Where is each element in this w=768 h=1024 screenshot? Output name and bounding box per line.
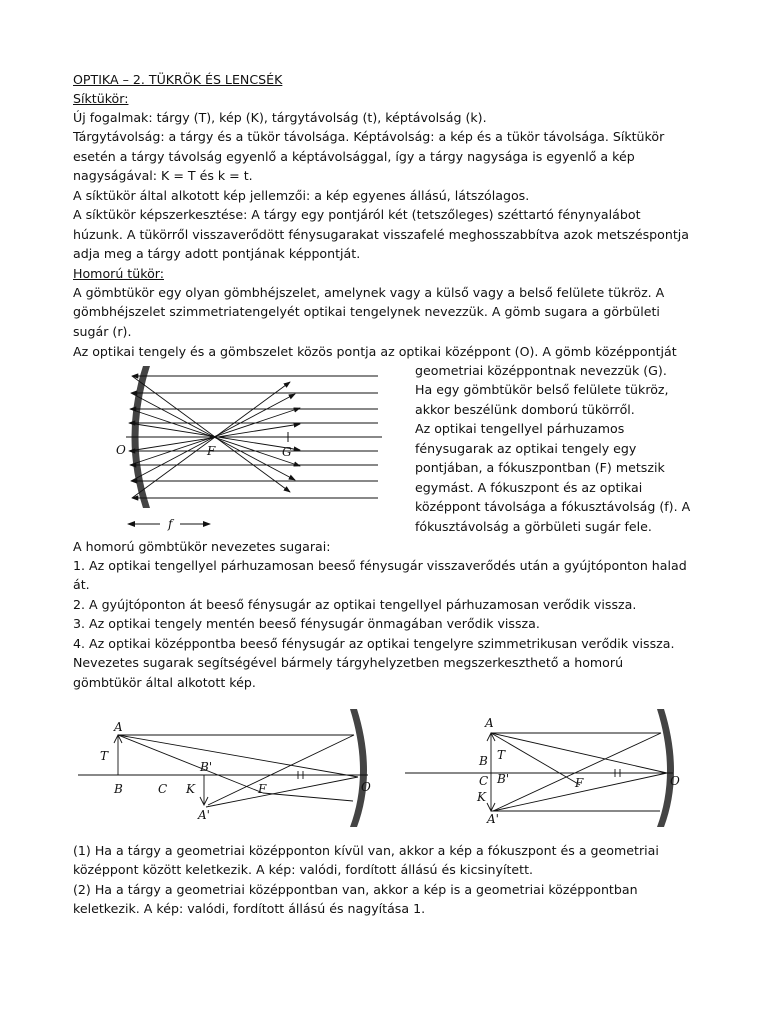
- paragraph-line: Tárgytávolság: a tárgy és a tükör távolsága. Képtávolság: a kép és a tükör távolsága. Síktükör: [73, 129, 665, 144]
- label-focal-length: f: [168, 517, 173, 531]
- paragraph-line: A gömbtükör egy olyan gömbhéjszelet, amelynek vagy a külső vagy a belső felülete tükröz. A: [73, 285, 665, 300]
- side-text-line: fénysugarak az optikai tengely egy: [415, 441, 637, 456]
- label-b-prime: B': [200, 760, 213, 774]
- side-text-line: középpont távolsága a fókusztávolság (f). A: [415, 499, 691, 514]
- ray-line: 4. Az optikai középpontba beeső fénysugár az optikai tengelyre szimmetrikusan verődik vissza.: [73, 636, 675, 651]
- page-title: OPTIKA – 2. TÜKRÖK ÉS LENCSÉK: [73, 72, 283, 87]
- label-a: A: [114, 720, 123, 734]
- side-text-line: geometriai középpontnak nevezzük (G).: [415, 363, 667, 378]
- label-c: C: [479, 774, 489, 788]
- label-b: B: [114, 782, 123, 796]
- label-b-prime: B': [497, 772, 510, 786]
- side-text-line: Az optikai tengellyel párhuzamos: [415, 421, 625, 436]
- ray-line: 1. Az optikai tengellyel párhuzamosan beeső fénysugár visszaverődés után a gyújtóponton halad: [73, 558, 687, 573]
- paragraph-line: esetén a tárgy távolság egyenlő a képtávolsággal, így a tárgy nagysága is egyenlő a kép: [73, 149, 635, 164]
- label-o: O: [361, 780, 371, 794]
- paragraph-line: sugár (r).: [73, 324, 132, 339]
- side-text-line: Ha egy gömbtükör belső felülete tükröz,: [415, 382, 669, 397]
- label-f-point: F: [207, 444, 216, 458]
- rays-intro: A homorú gömbtükör nevezetes sugarai:: [73, 539, 331, 554]
- focus-diagram: [110, 362, 390, 532]
- label-c: C: [158, 782, 168, 796]
- focus-point: [210, 435, 214, 439]
- ray-line: 3. Az optikai tengely mentén beeső fénysugár önmagában verődik vissza.: [73, 616, 540, 631]
- label-a: A: [485, 716, 494, 730]
- flat-mirror-heading: Síktükör:: [73, 91, 129, 106]
- paragraph-line: Új fogalmak: tárgy (T), kép (K), tárgytávolság (t), képtávolság (k).: [73, 110, 487, 125]
- paragraph-line: A síktükör által alkotott kép jellemzői: a kép egyenes állású, látszólagos.: [73, 188, 530, 203]
- label-k: K: [477, 790, 486, 804]
- paragraph-line: nagyságával: K = T és k = t.: [73, 168, 253, 183]
- case-line: középpont között keletkezik. A kép: valódi, fordított állású és kicsinyített.: [73, 862, 534, 877]
- label-f: F: [258, 782, 267, 796]
- label-g: G: [282, 445, 292, 459]
- side-text-line: pontjában, a fókuszpontban (F) metszik: [415, 460, 665, 475]
- label-a-prime: A': [198, 808, 210, 822]
- side-text-line: fókusztávolság a görbületi sugár fele.: [415, 519, 652, 534]
- paragraph-line: gömbhéjszelet szimmetriatengelyét optikai tengelynek nevezzük. A gömb sugara a görbületi: [73, 304, 660, 319]
- image-diagram-beyond-center: [78, 705, 378, 830]
- image-diagram-at-center: [405, 705, 695, 830]
- paragraph-line: húzunk. A tükörről visszaverődött fénysugarakat visszafelé meghosszabbítva azok metszéspontja: [73, 227, 690, 242]
- label-o: O: [670, 774, 680, 788]
- case-line: (2) Ha a tárgy a geometriai középpontban van, akkor a kép is a geometriai középpontban: [73, 882, 638, 897]
- side-text-line: akkor beszélünk domború tükörről.: [415, 402, 635, 417]
- label-o: O: [116, 443, 126, 457]
- case-line: keletkezik. A kép: valódi, fordított állású és nagyítása 1.: [73, 901, 426, 916]
- label-t: T: [497, 748, 506, 762]
- paragraph-line: Az optikai tengely és a gömbszelet közös pontja az optikai középpont (O). A gömb középpontját: [73, 344, 677, 359]
- paragraph-line: A síktükör képszerkesztése: A tárgy egy pontjáról két (tetszőleges) széttartó fénynyalábot: [73, 207, 641, 222]
- label-b: B: [479, 754, 488, 768]
- paragraph-line: adja meg a tárgy adott pontjának képpontját.: [73, 246, 361, 261]
- concave-mirror-heading: Homorú tükör:: [73, 266, 164, 281]
- label-f: F: [575, 776, 584, 790]
- label-a-prime: A': [487, 812, 499, 826]
- case-line: (1) Ha a tárgy a geometriai középponton kívül van, akkor a kép a fókuszpont és a geometriai: [73, 843, 659, 858]
- ray-line: Nevezetes sugarak segítségével bármely tárgyhelyzetben megszerkeszthető a homorú: [73, 655, 624, 670]
- side-text-line: egymást. A fókuszpont és az optikai: [415, 480, 643, 495]
- label-t: T: [100, 749, 109, 763]
- ray-line: 2. A gyújtóponton át beeső fénysugár az optikai tengellyel párhuzamosan verődik vissza.: [73, 597, 637, 612]
- ray-line: gömbtükör által alkotott kép.: [73, 675, 256, 690]
- label-k: K: [186, 782, 195, 796]
- ray-line: át.: [73, 577, 90, 592]
